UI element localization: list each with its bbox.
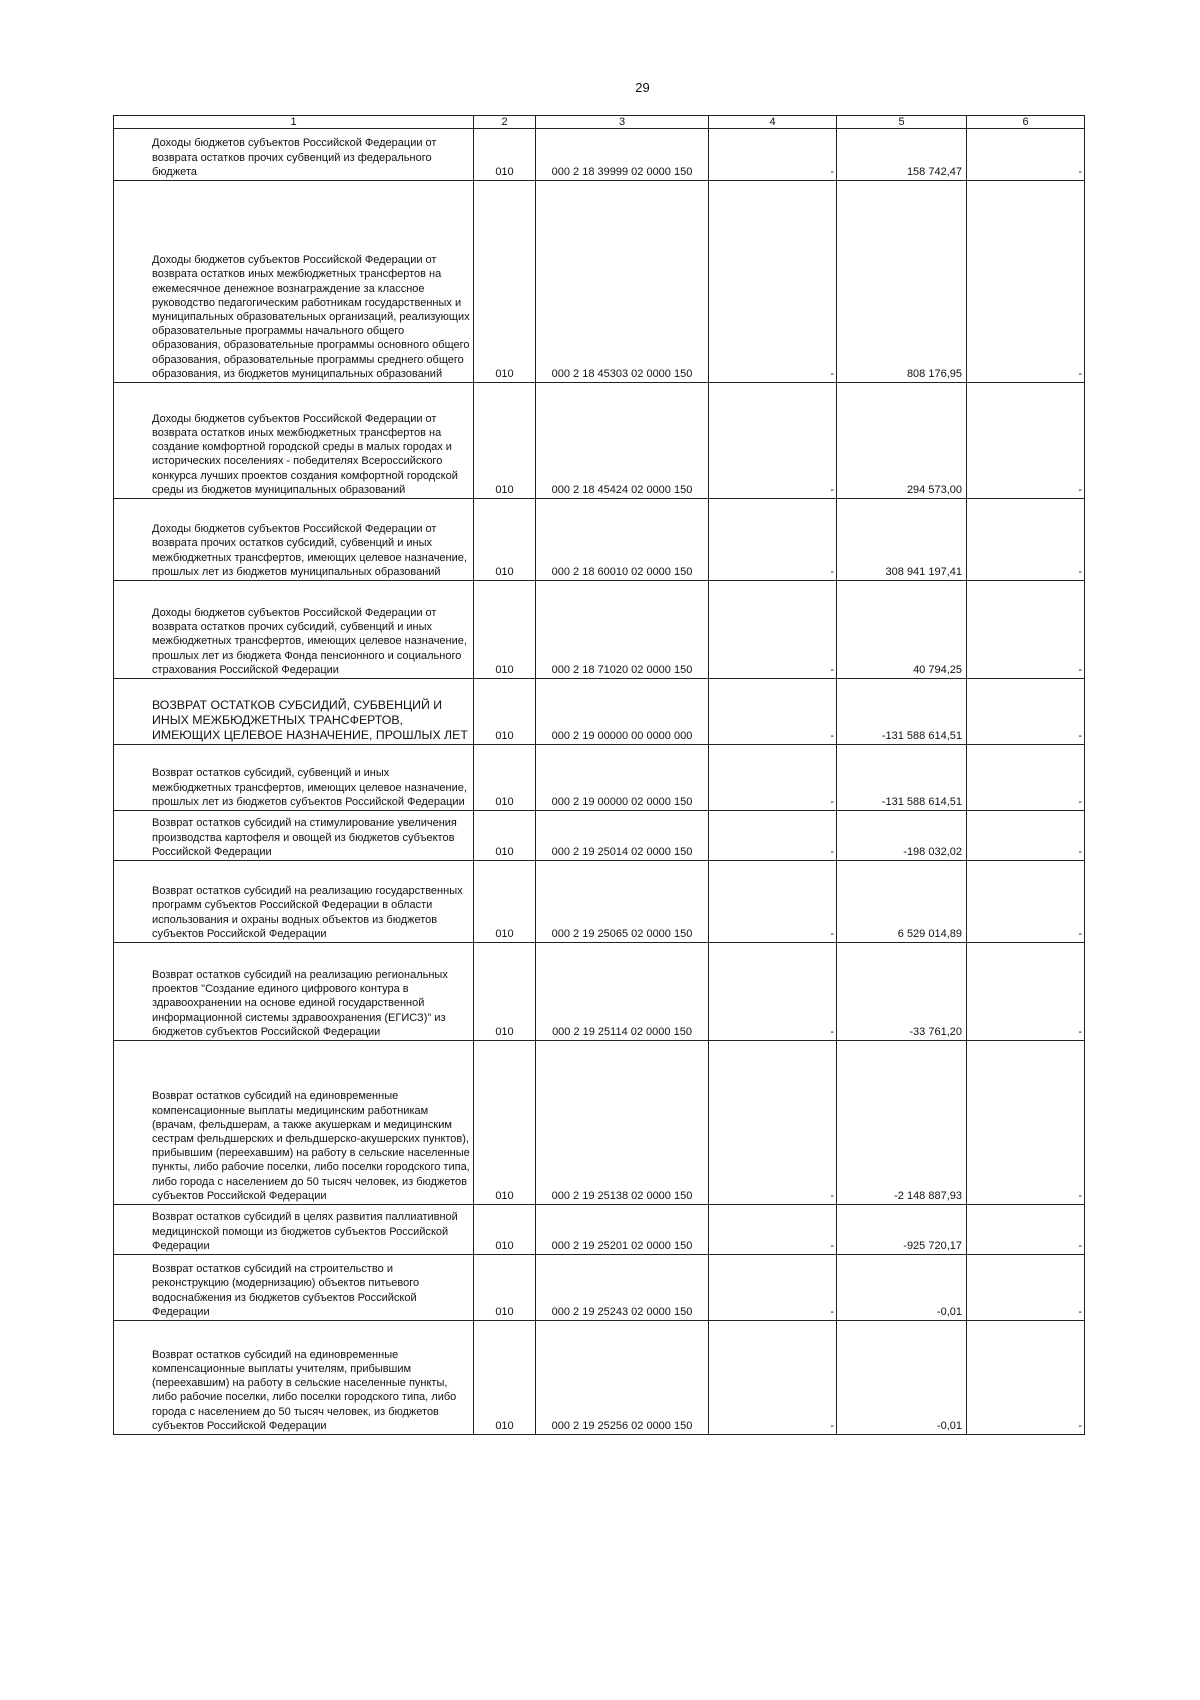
row-description: Доходы бюджетов субъектов Российской Федерации от возврата прочих остатков субсидий, субвенций и иных межбюджетных трансфертов, имеющих целевое назначение, прошлых лет из бюджетов муниципальных образований xyxy=(114,499,474,581)
row-budget-code: 000 2 19 25256 02 0000 150 xyxy=(536,1321,709,1435)
row-description: Возврат остатков субсидий на стимулирование увеличения производства картофеля и овощей из бюджетов субъектов Российской Федерации xyxy=(114,811,474,861)
page-number: 29 xyxy=(635,80,650,95)
row-line-code: 010 xyxy=(474,679,536,745)
row-line-code: 010 xyxy=(474,1321,536,1435)
table-row xyxy=(114,1205,1085,1255)
row-col-4: - xyxy=(709,861,837,943)
row-col-4: - xyxy=(709,1255,837,1321)
row-col-4: - xyxy=(709,499,837,581)
row-col-6: - xyxy=(967,383,1085,499)
row-budget-code: 000 2 18 45424 02 0000 150 xyxy=(536,383,709,499)
row-budget-code: 000 2 18 60010 02 0000 150 xyxy=(536,499,709,581)
table-row xyxy=(114,1041,1085,1205)
row-description: Возврат остатков субсидий на строительство и реконструкцию (модернизацию) объектов питьевого водоснабжения из бюджетов субъектов Российской Федерации xyxy=(114,1255,474,1321)
row-col-4: - xyxy=(709,1205,837,1255)
row-description: Возврат остатков субсидий в целях развития паллиативной медицинской помощи из бюджетов субъектов Российской Федерации xyxy=(114,1205,474,1255)
row-col-4: - xyxy=(709,745,837,811)
row-amount: 808 176,95 xyxy=(837,181,967,383)
table-row xyxy=(114,129,1085,181)
row-col-6: - xyxy=(967,811,1085,861)
row-col-6: - xyxy=(967,1255,1085,1321)
row-col-6: - xyxy=(967,679,1085,745)
row-description: Возврат остатков субсидий, субвенций и иных межбюджетных трансфертов, имеющих целевое назначение, прошлых лет из бюджетов субъектов Российской Федерации xyxy=(114,745,474,811)
table-row xyxy=(114,499,1085,581)
row-amount: -131 588 614,51 xyxy=(837,745,967,811)
row-line-code: 010 xyxy=(474,861,536,943)
row-line-code: 010 xyxy=(474,181,536,383)
row-line-code: 010 xyxy=(474,383,536,499)
row-description: Возврат остатков субсидий на реализацию региональных проектов "Создание единого цифрового контура в здравоохранении на основе единой государственной информационной системы здравоохранения (ЕГИСЗ)" из бюджетов субъектов Российской Федерации xyxy=(114,943,474,1041)
row-line-code: 010 xyxy=(474,499,536,581)
row-amount: -2 148 887,93 xyxy=(837,1041,967,1205)
row-col-4: - xyxy=(709,383,837,499)
table-row xyxy=(114,943,1085,1041)
row-amount: 6 529 014,89 xyxy=(837,861,967,943)
row-budget-code: 000 2 19 00000 00 0000 000 xyxy=(536,679,709,745)
row-budget-code: 000 2 19 25243 02 0000 150 xyxy=(536,1255,709,1321)
row-line-code: 010 xyxy=(474,1041,536,1205)
row-col-4: - xyxy=(709,581,837,679)
row-description: Доходы бюджетов субъектов Российской Федерации от возврата остатков иных межбюджетных трансфертов на создание комфортной городской среды в малых городах и исторических поселениях - победителях Всероссийского конкурса лучших проектов создания комфортной городской среды из бюджетов муниципальных образований xyxy=(114,383,474,499)
row-amount: 294 573,00 xyxy=(837,383,967,499)
header-col-1: 1 xyxy=(114,116,474,129)
table-row xyxy=(114,181,1085,383)
table-row xyxy=(114,1255,1085,1321)
row-col-6: - xyxy=(967,861,1085,943)
table-row xyxy=(114,581,1085,679)
row-description: Доходы бюджетов субъектов Российской Федерации от возврата остатков прочих субсидий, субвенций и иных межбюджетных трансфертов, имеющих целевое назначение, прошлых лет из бюджета Фонда пенсионного и социального страхования Российской Федерации xyxy=(114,581,474,679)
row-line-code: 010 xyxy=(474,943,536,1041)
table-row xyxy=(114,745,1085,811)
row-col-6: - xyxy=(967,1041,1085,1205)
header-col-4: 4 xyxy=(709,116,837,129)
row-col-4: - xyxy=(709,679,837,745)
row-budget-code: 000 2 19 00000 02 0000 150 xyxy=(536,745,709,811)
header-col-3: 3 xyxy=(536,116,709,129)
row-budget-code: 000 2 19 25201 02 0000 150 xyxy=(536,1205,709,1255)
row-amount: -925 720,17 xyxy=(837,1205,967,1255)
row-col-4: - xyxy=(709,181,837,383)
row-col-6: - xyxy=(967,581,1085,679)
row-col-6: - xyxy=(967,1321,1085,1435)
table-header-row xyxy=(114,116,1085,129)
row-col-6: - xyxy=(967,745,1085,811)
header-col-2: 2 xyxy=(474,116,536,129)
row-amount: -33 761,20 xyxy=(837,943,967,1041)
table-row xyxy=(114,383,1085,499)
row-line-code: 010 xyxy=(474,745,536,811)
row-amount: 158 742,47 xyxy=(837,129,967,181)
header-col-6: 6 xyxy=(967,116,1085,129)
row-description: Доходы бюджетов субъектов Российской Федерации от возврата остатков прочих субвенций из федерального бюджета xyxy=(114,129,474,181)
row-amount: -198 032,02 xyxy=(837,811,967,861)
row-col-4: - xyxy=(709,1321,837,1435)
row-amount: 308 941 197,41 xyxy=(837,499,967,581)
row-col-4: - xyxy=(709,1041,837,1205)
table-row xyxy=(114,1321,1085,1435)
table-row xyxy=(114,861,1085,943)
row-col-6: - xyxy=(967,1205,1085,1255)
row-budget-code: 000 2 19 25114 02 0000 150 xyxy=(536,943,709,1041)
row-description: Возврат остатков субсидий на единовременные компенсационные выплаты медицинским работникам (врачам, фельдшерам, а также акушеркам и медицинским сестрам фельдшерских и фельдшерско-акушерских пунктов), прибывшим (переехавшим) на работу в сельские населенные пункты, либо рабочие поселки, либо поселки городского типа, либо города с населением до 50 тысяч человек, из бюджетов субъектов Российской Федерации xyxy=(114,1041,474,1205)
row-col-6: - xyxy=(967,181,1085,383)
table-row xyxy=(114,811,1085,861)
row-line-code: 010 xyxy=(474,811,536,861)
row-line-code: 010 xyxy=(474,581,536,679)
row-budget-code: 000 2 18 39999 02 0000 150 xyxy=(536,129,709,181)
row-col-4: - xyxy=(709,811,837,861)
row-line-code: 010 xyxy=(474,1205,536,1255)
row-description: ВОЗВРАТ ОСТАТКОВ СУБСИДИЙ, СУБВЕНЦИЙ И ИНЫХ МЕЖБЮДЖЕТНЫХ ТРАНСФЕРТОВ, ИМЕЮЩИХ ЦЕЛЕВОЕ НАЗНАЧЕНИЕ, ПРОШЛЫХ ЛЕТ xyxy=(114,679,474,745)
row-col-6: - xyxy=(967,129,1085,181)
row-col-4: - xyxy=(709,129,837,181)
row-col-6: - xyxy=(967,499,1085,581)
row-description: Доходы бюджетов субъектов Российской Федерации от возврата остатков иных межбюджетных трансфертов на ежемесячное денежное вознаграждение за классное руководство педагогическим работникам государственных и муниципальных образовательных организаций, реализующих образовательные программы начального общего образования, образовательные программы основного общего образования, образовательные программы среднего общего образования, из бюджетов муниципальных образований xyxy=(114,181,474,383)
row-budget-code: 000 2 18 71020 02 0000 150 xyxy=(536,581,709,679)
row-amount: -0,01 xyxy=(837,1255,967,1321)
row-line-code: 010 xyxy=(474,129,536,181)
header-col-5: 5 xyxy=(837,116,967,129)
row-amount: -0,01 xyxy=(837,1321,967,1435)
row-amount: 40 794,25 xyxy=(837,581,967,679)
row-description: Возврат остатков субсидий на единовременные компенсационные выплаты учителям, прибывшим (переехавшим) на работу в сельские населенные пункты, либо рабочие поселки, либо поселки городского типа, либо города с населением до 50 тысяч человек, из бюджетов субъектов Российской Федерации xyxy=(114,1321,474,1435)
row-budget-code: 000 2 19 25065 02 0000 150 xyxy=(536,861,709,943)
row-col-6: - xyxy=(967,943,1085,1041)
table-row xyxy=(114,679,1085,745)
row-line-code: 010 xyxy=(474,1255,536,1321)
row-budget-code: 000 2 19 25014 02 0000 150 xyxy=(536,811,709,861)
row-description: Возврат остатков субсидий на реализацию государственных программ субъектов Российской Федерации в области использования и охраны водных объектов из бюджетов субъектов Российской Федерации xyxy=(114,861,474,943)
row-col-4: - xyxy=(709,943,837,1041)
row-budget-code: 000 2 19 25138 02 0000 150 xyxy=(536,1041,709,1205)
row-amount: -131 588 614,51 xyxy=(837,679,967,745)
budget-table xyxy=(113,115,1085,1435)
row-budget-code: 000 2 18 45303 02 0000 150 xyxy=(536,181,709,383)
